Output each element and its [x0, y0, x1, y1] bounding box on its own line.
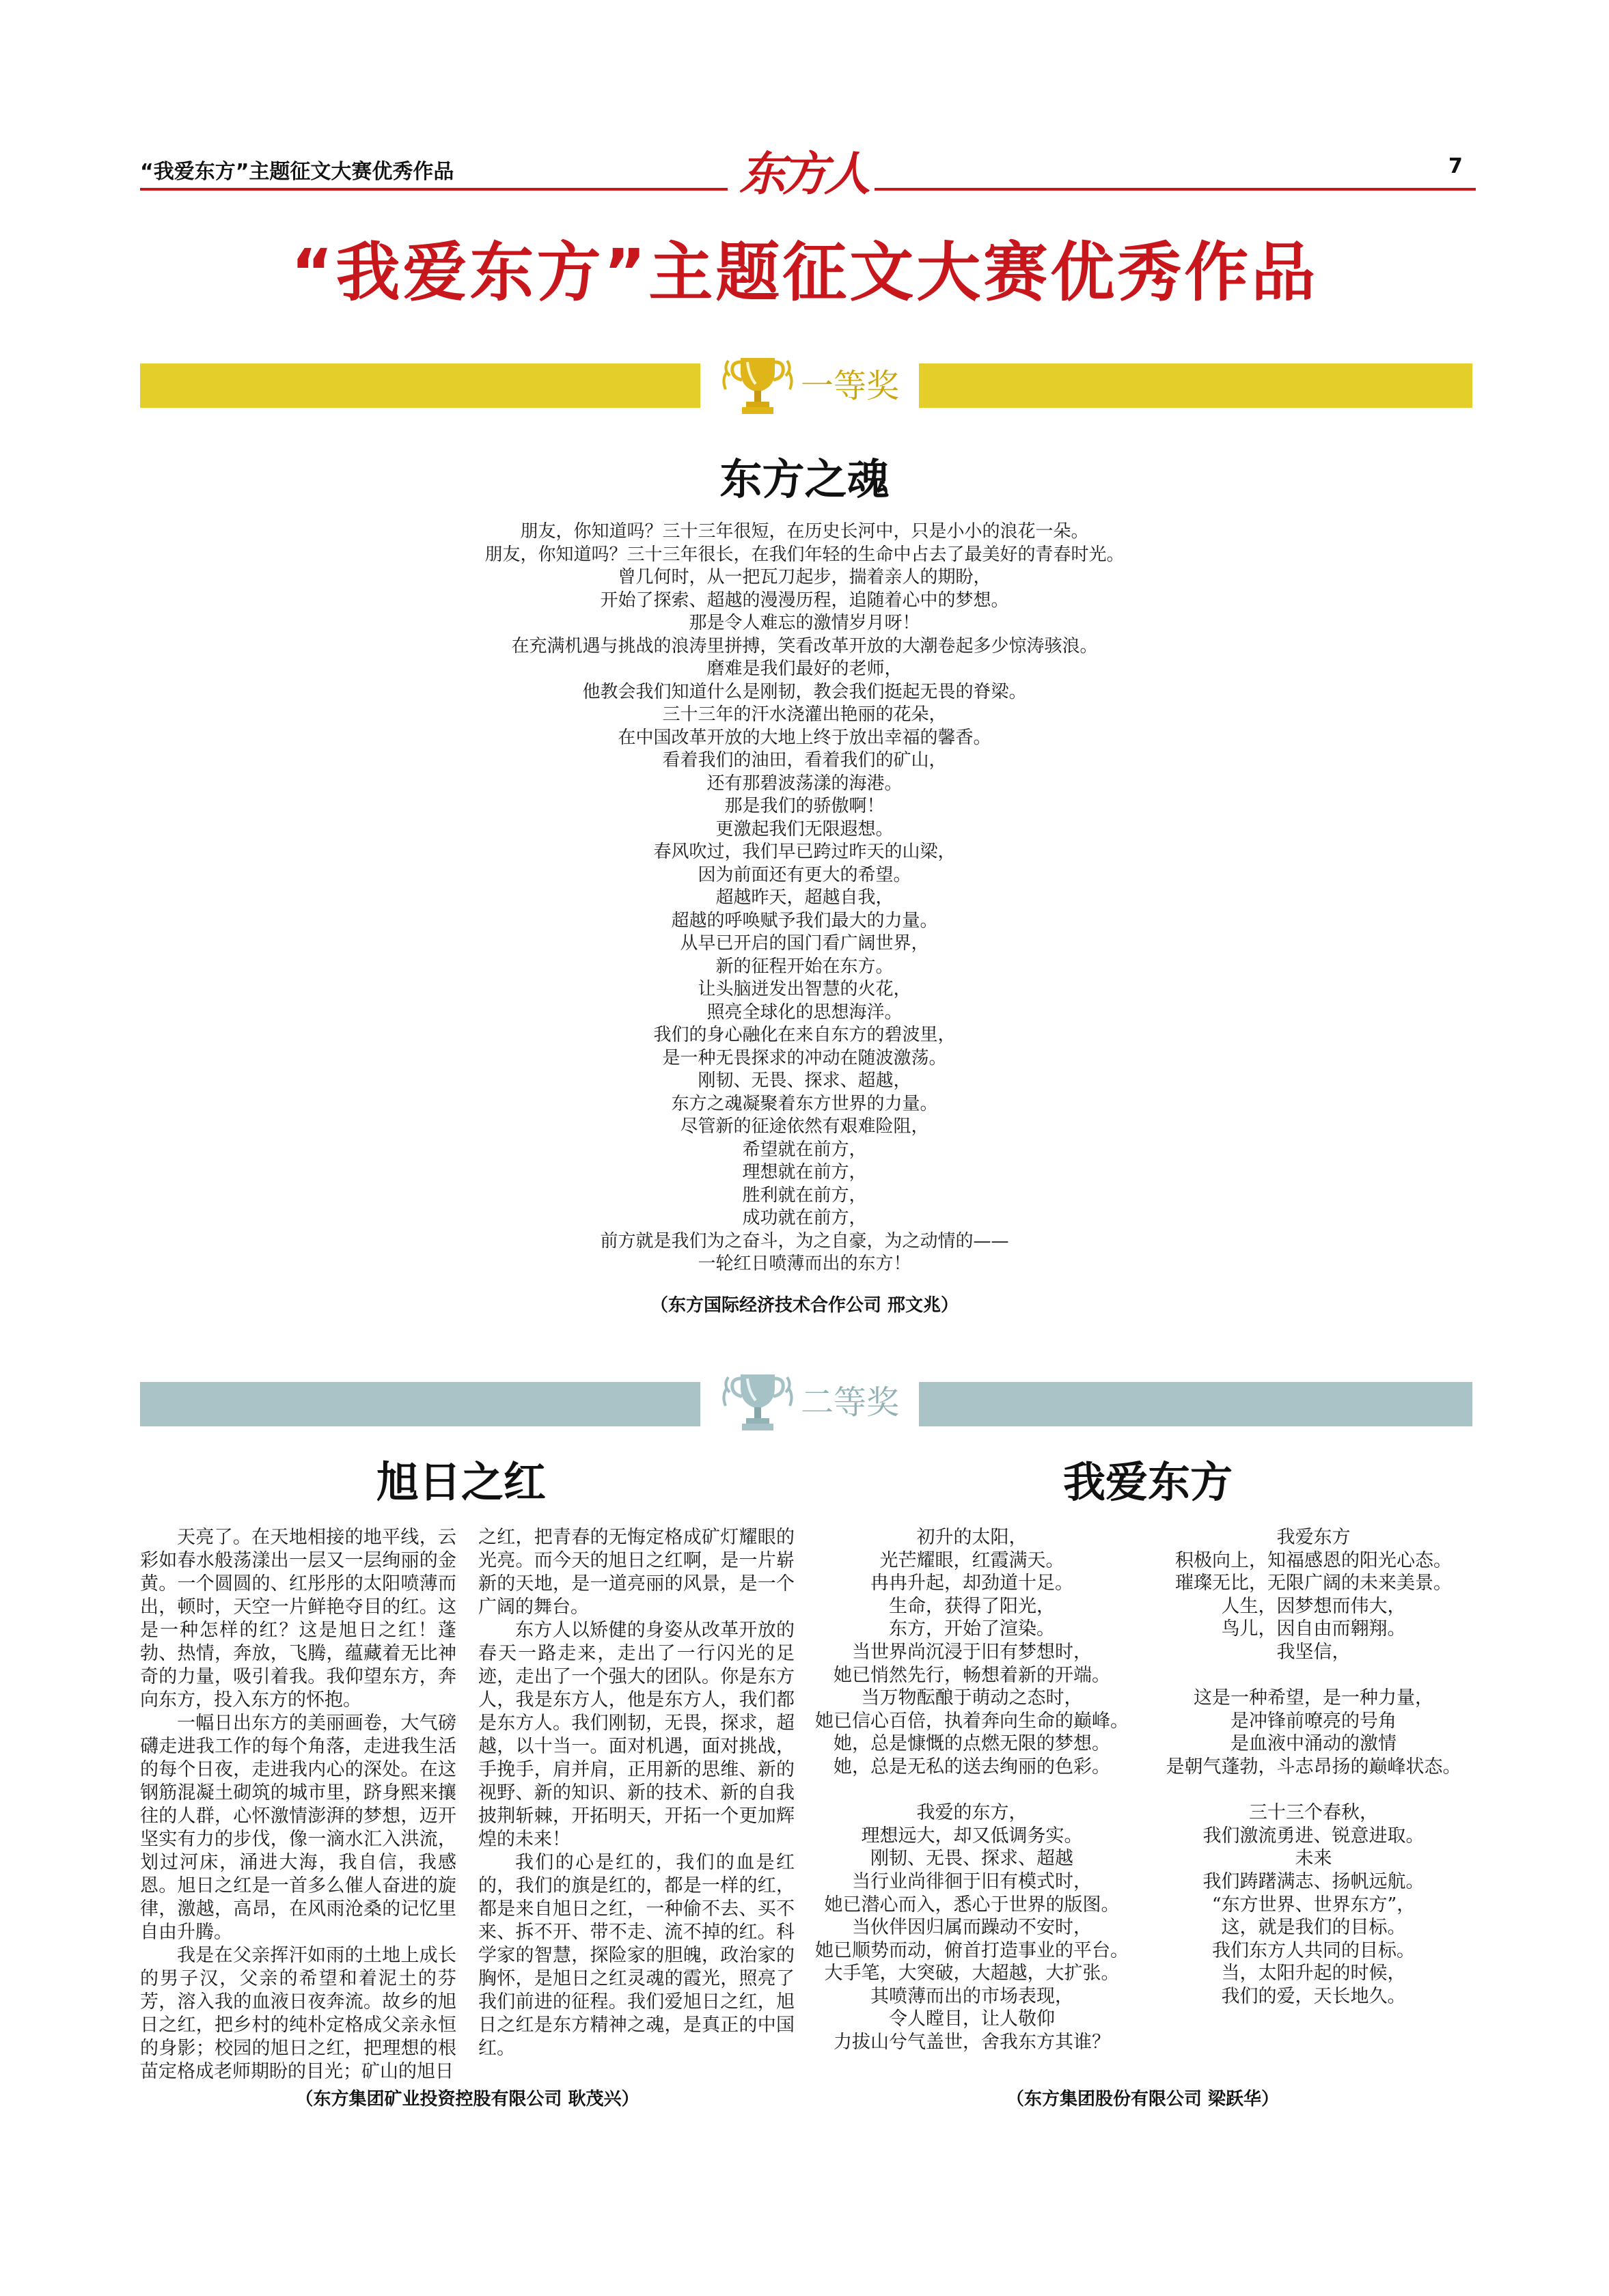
- poem-line: 春风吹过，我们早已跨过昨天的山梁，: [653, 842, 956, 862]
- left-essay-column-2: [478, 1526, 795, 2060]
- essay-paragraph: 我们的心是红的，我们的血是红的，我们的旗是红的，都是一样的红，都是来自旭日之红，一种偷不去、买不来、拆不开、带不走、流不掉的红。科学家的智慧，探险家的胆魄，政治家的胸怀，是旭日之红灵魂的霞光，照亮了我们前进的征程。我们爱旭日之红，旭日之红是东方精神之魂，是真正的中国红。: [478, 1852, 795, 2059]
- running-header-title: “我爱东方”主题征文大赛优秀作品: [140, 160, 454, 184]
- poem-line: 初升的太阳，: [916, 1527, 1028, 1548]
- poem-line: 力拔山兮气盖世，舍我东方其谁？: [834, 2032, 1110, 2053]
- poem-line: 是冲锋前嘹亮的号角: [1230, 1710, 1397, 1732]
- poem-line: 大手笔，大突破，大超越，大扩张。: [824, 1963, 1120, 1984]
- poem-line: 我们的身心融化在来自东方的碧波里，: [653, 1025, 956, 1045]
- poem-line: 刚韧、无畏、探求、超越: [870, 1848, 1073, 1870]
- poem-line: 朋友，你知道吗？三十三年很短，在历史长河中，只是小小的浪花一朵。: [520, 521, 1089, 542]
- right-poem-title: 我爱东方: [1062, 1457, 1233, 1507]
- poem-line: 璀璨无比，无限广阔的未来美景。: [1175, 1573, 1452, 1594]
- poem-line: 其喷薄而出的市场表现，: [870, 1985, 1073, 2007]
- poem-line: 新的征程开始在东方。: [715, 956, 894, 977]
- poem-line: 令人瞠目，让人敬仰: [889, 2008, 1055, 2030]
- left-essay-title: 旭日之红: [376, 1457, 546, 1507]
- poem-line: 那是我们的骄傲啊！: [724, 796, 885, 816]
- poem-line: 让头脑迸发出智慧的火花，: [698, 979, 911, 999]
- poem-line: 是血液中涌动的激情: [1230, 1733, 1397, 1755]
- first-prize-credit: （东方国际经济技术合作公司 邢文兆）: [650, 1295, 959, 1316]
- poem-line: 东方，开始了渲染。: [889, 1618, 1055, 1640]
- essay-paragraph: 一幅日出东方的美丽画卷，大气磅礴走进我工作的每个角落，走进我生活的每个日夜，走进我内心的深处。在这钢筋混凝土砌筑的城市里，跻身熙来攘往的人群，心怀激情澎湃的梦想，迈开坚实有力的步伐，像一滴水汇入洪流，划过河床，涌进大海，我自信，我感恩。旭日之红是一首多么催人奋进的旋律，激越，高昂，在风雨沧桑的记忆里自由升腾。: [140, 1713, 456, 1943]
- poem-line: [1155, 1779, 1472, 1802]
- poem-line: 积极向上，知福感恩的阳光心态。: [1175, 1549, 1452, 1571]
- poem-line: 刚韧、无畏、探求、超越，: [698, 1070, 911, 1091]
- poem-line: 更激起我们无限遐想。: [715, 818, 894, 840]
- poem-line: 尽管新的征途依然有艰难险阻，: [680, 1116, 929, 1137]
- poem-line: 开始了探索、超越的漫漫历程，追随着心中的梦想。: [600, 590, 1009, 611]
- poem-line: 前方就是我们为之奋斗，为之自豪，为之动情的——: [600, 1230, 1009, 1251]
- poem-line: 看着我们的油田，看着我们的矿山，: [662, 750, 947, 771]
- poem-line: 照亮全球化的思想海洋。: [706, 1001, 903, 1023]
- poem-line: 当行业尚徘徊于旧有模式时，: [852, 1870, 1092, 1892]
- second-prize-badge: [700, 1365, 919, 1440]
- poem-line: 那是令人难忘的激情岁月呀！: [689, 613, 920, 633]
- silver-trophy-icon: [720, 1365, 795, 1440]
- poem-line: 她已信心百倍，执着奔向生命的巅峰。: [815, 1710, 1129, 1732]
- essay-paragraph: 东方人以矫健的身姿从改革开放的春天一路走来，走出了一行闪光的足迹，走出了一个强大的团队。你是东方人，我是东方人，他是东方人，我们都是东方人。我们刚韧，无畏，探求，超越，以十当一。面对机遇，面对挑战，手挽手，肩并肩，正用新的思维、新的视野、新的知识、新的技术、新的自我披荆斩棘，开拓明天，开拓一个更加辉煌的未来！: [478, 1620, 795, 1850]
- left-essay-credit: （东方集团矿业投资控股有限公司 耿茂兴）: [295, 2089, 640, 2110]
- poem-line: 在充满机遇与挑战的浪涛里拼搏，笑看改革开放的大潮卷起多少惊涛骇浪。: [511, 635, 1098, 656]
- poem-line: 一轮红日喷薄而出的东方！: [698, 1254, 911, 1274]
- poem-line: 朋友，你知道吗？三十三年很长，在我们年轻的生命中占去了最美好的青春时光。: [484, 544, 1125, 565]
- second-prize-label: 二等奖: [800, 1383, 899, 1422]
- poem-line: 我们激流勇进、锐意进取。: [1202, 1825, 1425, 1847]
- poem-line: 曾几何时，从一把瓦刀起步，揣着亲人的期盼，: [618, 567, 991, 587]
- page-number: 7: [1448, 154, 1463, 178]
- poem-line: 光芒耀眼，红霞满天。: [879, 1549, 1064, 1571]
- poem-line: 她，总是慷慨的点燃无限的梦想。: [834, 1733, 1110, 1755]
- poem-line: 她，总是无私的送去绚丽的色彩。: [834, 1756, 1110, 1778]
- essay-paragraph: 我是在父亲挥汗如雨的土地上成长的男子汉，父亲的希望和着泥土的芬芳，溶入我的血液日夜奔流。故乡的旭日之红，把乡村的纯朴定格成父亲永恒的身影；校园的旭日之红，把理想的根苗定格成老师期盼的目光；矿山的旭日: [140, 1945, 456, 2082]
- poem-line: 是朝气蓬勃，斗志昂扬的巅峰状态。: [1166, 1756, 1461, 1778]
- poem-line: 东方之魂凝聚着东方世界的力量。: [671, 1093, 938, 1114]
- first-prize-badge: [700, 348, 919, 424]
- poem-line: 当，太阳升起的时候，: [1221, 1963, 1406, 1984]
- poem-line: 人生，因梦想而伟大，: [1221, 1595, 1406, 1617]
- poem-line: 理想远大，却又低调务实。: [861, 1825, 1083, 1847]
- poem-line: 三十三年的汗水浇灌出艳丽的花朵，: [662, 704, 947, 725]
- poem-line: 希望就在前方，: [742, 1139, 867, 1160]
- gold-trophy-icon: [720, 348, 795, 424]
- poem-line: [1155, 1664, 1472, 1687]
- poem-line: 三十三个春秋，: [1249, 1802, 1378, 1824]
- poem-line: 鸟儿，因自由而翱翔。: [1221, 1618, 1406, 1640]
- poem-line: 她已顺势而动，俯首打造事业的平台。: [815, 1939, 1129, 1961]
- poem-line: 超越昨天，超越自我，: [715, 887, 894, 908]
- publication-logo: 东方人: [739, 147, 866, 202]
- poem-line: 磨难是我们最好的老师，: [706, 659, 903, 679]
- poem-line: 我们的爱，天长地久。: [1221, 1985, 1406, 2007]
- poem-line: 是一种无畏探求的冲动在随波激荡。: [662, 1047, 947, 1068]
- poem-line: [813, 1779, 1131, 1802]
- poem-line: 因为前面还有更大的希望。: [698, 864, 911, 885]
- poem-line: 成功就在前方，: [742, 1208, 867, 1228]
- poem-line: “东方世界、世界东方”，: [1211, 1894, 1416, 1915]
- essay-paragraph: 之红，把青春的无悔定格成矿灯耀眼的光亮。而今天的旭日之红啊，是一片崭新的天地，是一道亮丽的风景，是一个广阔的舞台。: [478, 1527, 795, 1618]
- poem-line: 他教会我们知道什么是刚韧，教会我们挺起无畏的脊梁。: [582, 681, 1027, 702]
- poem-line: 当万物酝酿于萌动之态时，: [861, 1687, 1083, 1709]
- page-title: “我爱东方”主题征文大赛优秀作品: [290, 236, 1319, 310]
- poem-line: 我们踌躇满志、扬帆远航。: [1202, 1870, 1425, 1892]
- poem-line: 超越的呼唤赋予我们最大的力量。: [671, 910, 938, 931]
- poem-line: 这是一种希望，是一种力量，: [1194, 1687, 1433, 1709]
- poem-line: 生命，获得了阳光，: [889, 1595, 1055, 1617]
- first-prize-poem: [383, 521, 1226, 1276]
- essay-paragraph: 天亮了。在天地相接的地平线，云彩如春水般荡漾出一层又一层绚丽的金黄。一个圆圆的、红彤彤的太阳喷薄而出，顿时，天空一片鲜艳夺目的红。这是一种怎样的红？这是旭日之红！蓬勃、热情，奔放，飞腾，蕴藏着无比神奇的力量，吸引着我。我仰望东方，奔向东方，投入东方的怀抱。: [140, 1527, 456, 1711]
- header-rule-right: [875, 188, 1476, 191]
- poem-line: 理想就在前方，: [742, 1162, 867, 1182]
- header-rule-left: [140, 188, 728, 191]
- poem-line: 她已潜心而入，悉心于世界的版图。: [824, 1894, 1120, 1915]
- poem-line: 当世界尚沉浸于旧有梦想时，: [852, 1641, 1092, 1663]
- poem-line: 我爱的东方，: [916, 1802, 1028, 1824]
- left-essay-column-1: [140, 1526, 456, 2084]
- first-prize-label: 一等奖: [800, 367, 899, 405]
- poem-line: 胜利就在前方，: [742, 1185, 867, 1206]
- poem-line: 冉冉升起，却劲道十足。: [870, 1573, 1073, 1594]
- first-prize-poem-title: 东方之魂: [719, 454, 890, 504]
- poem-line: 当伙伴因归属而躁动不安时，: [852, 1917, 1092, 1939]
- poem-line: 这，就是我们的目标。: [1221, 1917, 1406, 1939]
- poem-line: 在中国改革开放的大地上终于放出幸福的馨香。: [618, 727, 991, 748]
- right-poem-column-1: [813, 1526, 1131, 2054]
- right-poem-credit: （东方集团股份有限公司 梁跃华）: [1006, 2089, 1280, 2110]
- poem-line: 她已悄然先行，畅想着新的开端。: [834, 1664, 1110, 1686]
- poem-line: 从早已开启的国门看广阔世界，: [680, 933, 929, 954]
- poem-line: 还有那碧波荡漾的海港。: [706, 773, 903, 794]
- poem-line: 未来: [1295, 1848, 1332, 1870]
- poem-line: 我坚信，: [1276, 1641, 1351, 1663]
- poem-line: 我爱东方: [1276, 1527, 1351, 1548]
- right-poem-column-2: [1155, 1526, 1472, 2008]
- poem-line: 我们东方人共同的目标。: [1212, 1939, 1415, 1961]
